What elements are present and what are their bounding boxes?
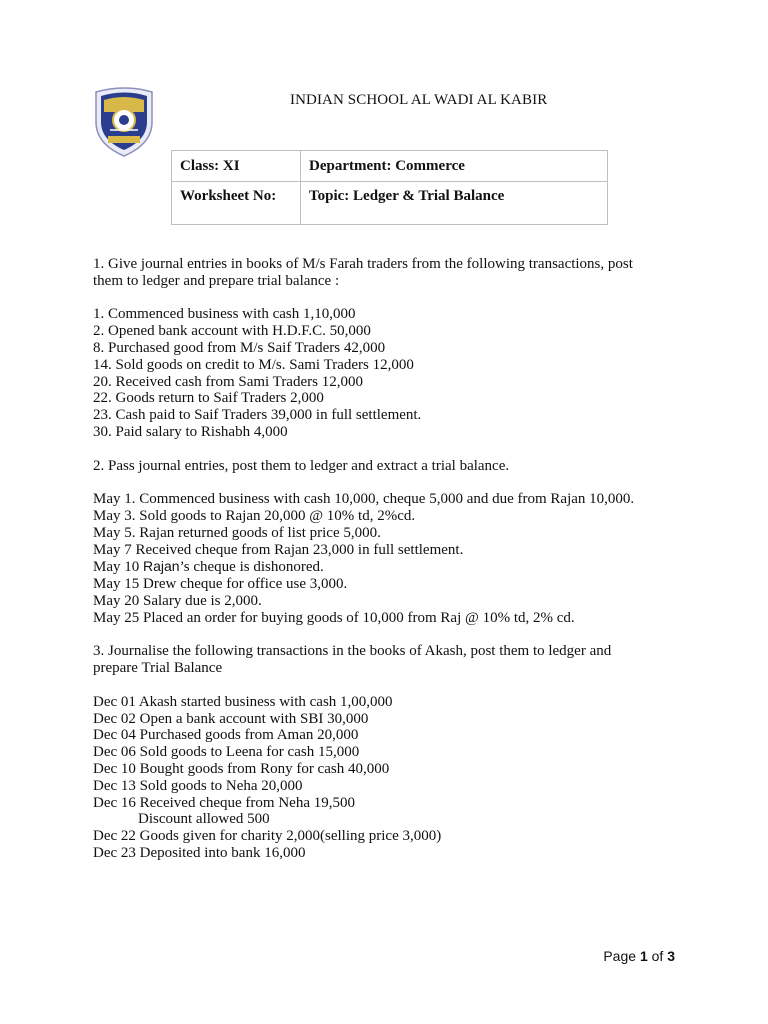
- list-item: Dec 23 Deposited into bank 16,000: [93, 844, 306, 861]
- list-item: May 3. Sold goods to Rajan 20,000 @ 10% td, 2%cd.: [93, 507, 416, 524]
- page-current: 1: [639, 948, 648, 964]
- list-item: Dec 01 Akash started business with cash 1,00,000: [93, 693, 393, 710]
- list-item: May 1. Commenced business with cash 10,000, cheque 5,000 and due from Rajan 10,000.: [93, 491, 635, 508]
- list-item: May 25 Placed an order for buying goods of 10,000 from Raj @ 10% td, 2% cd.: [93, 609, 575, 626]
- question-text: 3. Journalise the following transactions in the books of Akash, post them to ledger and: [93, 643, 612, 660]
- list-item: [93, 558, 693, 576]
- list-item: Dec 02 Open a bank account with SBI 30,000: [93, 710, 369, 727]
- list-item: 30. Paid salary to Rishabh 4,000: [93, 423, 288, 440]
- list-item: May 20 Salary due is 2,000.: [93, 592, 262, 609]
- page-number: [603, 948, 675, 964]
- question-3-transactions: [93, 694, 693, 862]
- list-item: 14. Sold goods on credit to M/s. Sami Traders 12,000: [93, 356, 414, 373]
- worksheet-content: [93, 256, 693, 878]
- worksheet-info-table: [171, 150, 608, 225]
- list-item-suffix: ’s cheque is dishonored.: [179, 559, 324, 576]
- list-item: 20. Received cash from Sami Traders 12,000: [93, 373, 363, 390]
- table-row: [172, 151, 608, 182]
- question-text: prepare Trial Balance: [93, 660, 223, 677]
- page-word: Page: [603, 948, 637, 964]
- list-item: Dec 13 Sold goods to Neha 20,000: [93, 777, 303, 794]
- list-item: Dec 16 Received cheque from Neha 19,500: [93, 794, 355, 811]
- school-crest-icon: [92, 86, 156, 158]
- list-item: Dec 06 Sold goods to Leena for cash 15,000: [93, 744, 360, 761]
- worksheet-number-cell: Worksheet No:: [172, 182, 301, 225]
- list-item: May 5. Rajan returned goods of list price 5,000.: [93, 524, 381, 541]
- list-item-prefix: May 10: [93, 559, 143, 576]
- list-item: 8. Purchased good from M/s Saif Traders 42,000: [93, 339, 386, 356]
- list-item-name: Rajan: [143, 558, 180, 575]
- question-text: 1. Give journal entries in books of M/s Farah traders from the following transactions, post: [93, 256, 633, 272]
- question-text: them to ledger and prepare trial balance :: [93, 272, 340, 289]
- list-item: May 15 Drew cheque for office use 3,000.: [93, 576, 348, 593]
- school-name: INDIAN SCHOOL AL WADI AL KABIR: [290, 92, 548, 108]
- list-item: 1. Commenced business with cash 1,10,000: [93, 306, 356, 323]
- topic-cell: Topic: Ledger & Trial Balance: [301, 182, 608, 225]
- question-1-intro: [93, 256, 693, 290]
- class-cell: Class: XI: [172, 151, 301, 182]
- list-item-subline: Discount allowed 500: [138, 811, 270, 828]
- list-item: 2. Opened bank account with H.D.F.C. 50,000: [93, 323, 371, 340]
- question-3-intro: [93, 643, 693, 677]
- table-row: [172, 182, 608, 225]
- question-1-transactions: [93, 306, 693, 440]
- question-2-intro: [93, 458, 693, 475]
- department-cell: Department: Commerce: [301, 151, 608, 182]
- list-item: Dec 22 Goods given for charity 2,000(selling price 3,000): [93, 828, 442, 845]
- of-word: of: [651, 948, 664, 964]
- list-item: Dec 04 Purchased goods from Aman 20,000: [93, 727, 359, 744]
- list-item: Dec 10 Bought goods from Rony for cash 40,000: [93, 760, 390, 777]
- list-item: 23. Cash paid to Saif Traders 39,000 in full settlement.: [93, 407, 422, 424]
- question-text: 2. Pass journal entries, post them to ledger and extract a trial balance.: [93, 457, 510, 474]
- page-total: 3: [667, 948, 675, 964]
- question-2-transactions: [93, 491, 693, 626]
- list-item: May 7 Received cheque from Rajan 23,000 in full settlement.: [93, 541, 464, 558]
- list-item: 22. Goods return to Saif Traders 2,000: [93, 390, 324, 407]
